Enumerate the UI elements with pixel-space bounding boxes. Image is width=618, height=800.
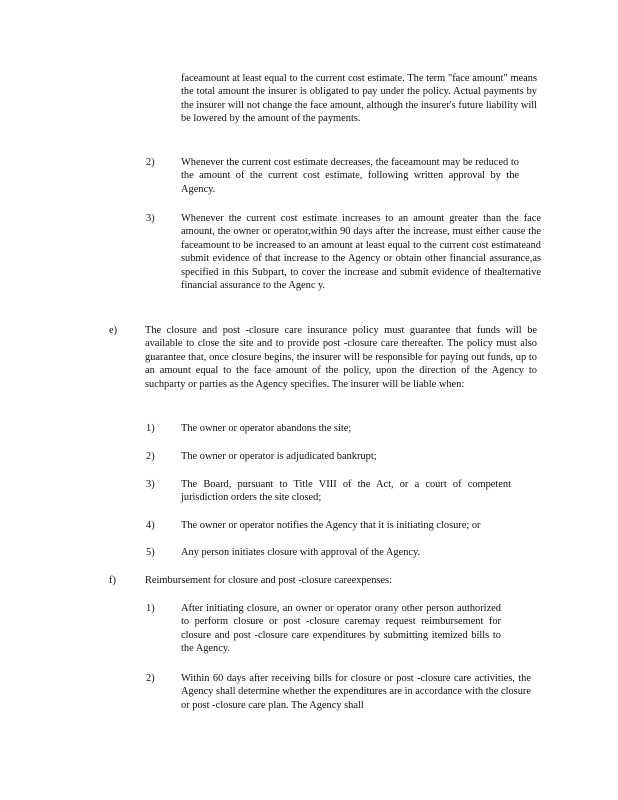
section-e-item-4-text: The owner or operator notifies the Agency that it is initiating closure; or [181, 520, 481, 531]
section-e-item-5-text: Any person initiates closure with approval of the Agency. [181, 547, 421, 558]
section-f-item-2-number: 2) [146, 673, 155, 684]
section-f-item-1-text: After initiating closure, an owner or operator orany other person authorized to perform closure or post -closure caremay request reimbursement for closure and post -closure care expenditures by submitting itemized bills to the Agency. [181, 603, 501, 655]
section-e-item-3-number: 3) [146, 479, 155, 490]
item-2-number: 2) [146, 157, 155, 168]
section-e-item-1-number: 1) [146, 423, 155, 434]
section-f-label: f) [109, 575, 116, 586]
item-3-paragraph: Whenever the current cost estimate increases to an amount greater than the face amount, the owner or operator,within 90 days after the increase, must either cause the faceamount to be increased to an amount at least equal to the current cost estimateand submit evidence of that increase to the Agency or obtain other financial assurance,as specified in this Subpart, to cover the increase and submit evidence of thealternative financial assurance to the Agenc y. [181, 213, 541, 292]
section-e-paragraph: The closure and post -closure care insurance policy must guarantee that funds will be available to close the site and to provide post -closure care thereafter. The policy must also guarantee that, once closure begins, the insurer will be responsible for paying out funds, up to an amount equal to the face amount of the policy, upon the direction of the Agency to suchparty or parties as the Agency specifies. The insurer will be liable when: [145, 325, 537, 390]
section-e-item-2-text: The owner or operator is adjudicated bankrupt; [181, 451, 377, 462]
section-e-item-5-number: 5) [146, 547, 155, 558]
item-2-paragraph: Whenever the current cost estimate decreases, the faceamount may be reduced to the amount of the current cost estimate, following written approval by the Agency. [181, 157, 519, 195]
section-f-item-1-number: 1) [146, 603, 155, 614]
continuation-paragraph: faceamount at least equal to the current cost estimate. The term "face amount" means the total amount the insurer is obligated to pay under the policy. Actual payments by the insurer will not change the face amount, although the insurer's future liability will be lowered by the amount of the payments. [181, 73, 537, 125]
section-f-item-2-text: Within 60 days after receiving bills for closure or post -closure care activities, the Agency shall determine whether the expenditures are in accordance with the closure or post -closure care plan. The Agency shall [181, 673, 531, 711]
section-e-item-2-number: 2) [146, 451, 155, 462]
section-e-item-4-number: 4) [146, 520, 155, 531]
item-3-number: 3) [146, 213, 155, 224]
section-f-heading: Reimbursement for closure and post -closure careexpenses: [145, 575, 392, 586]
section-e-item-1-text: The owner or operator abandons the site; [181, 423, 352, 434]
section-e-item-3-text: The Board, pursuant to Title VIII of the Act, or a court of competent jurisdiction orders the site closed; [181, 479, 511, 504]
section-e-label: e) [109, 325, 118, 336]
